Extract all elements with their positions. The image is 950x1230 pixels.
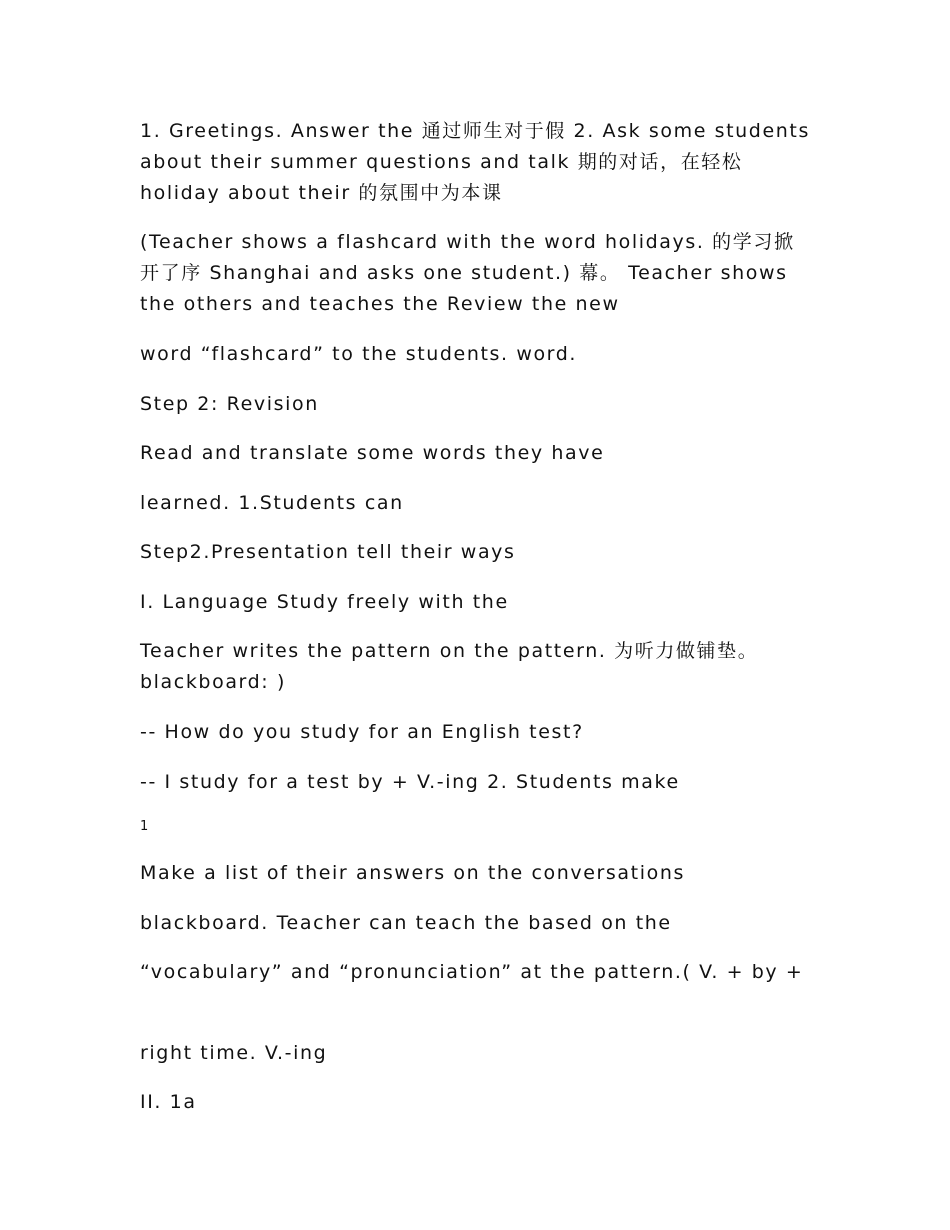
paragraph-word: word “flashcard” to the students. word.	[140, 343, 578, 365]
paragraph-vocabulary: “vocabulary” and “pronunciation” at the pattern.( V. + by +	[140, 961, 804, 983]
paragraph-flashcard: (Teacher shows a flashcard with the word holidays. 的学习掀开了序 Shanghai and asks one student.) 幕。 Teacher shows the others and teaches the Review the new	[140, 231, 795, 315]
paragraph-make-list: Make a list of their answers on the conversations	[140, 862, 685, 884]
paragraph-read-translate: Read and translate some words they have	[140, 442, 605, 464]
heading-step-2-revision: Step 2: Revision	[140, 393, 319, 415]
heading-language-study: I. Language Study freely with the	[140, 591, 509, 613]
paragraph-teacher-writes: Teacher writes the pattern on the pattern. 为听力做铺垫。 blackboard: )	[140, 640, 759, 693]
paragraph-right-time: right time. V.-ing	[140, 1042, 328, 1064]
paragraph-greetings: 1. Greetings. Answer the 通过师生对于假 2. Ask some students about their summer questions and talk 期的对话，在轻松 holiday about their 的氛围中为本课	[140, 120, 810, 204]
heading-ii-1a: II. 1a	[140, 1091, 197, 1113]
paragraph-learned: learned. 1.Students can	[140, 492, 404, 514]
heading-step2-presentation: Step2.Presentation tell their ways	[140, 541, 516, 563]
paragraph-blackboard: blackboard. Teacher can teach the based on the	[140, 912, 672, 934]
paragraph-answer-pattern: -- I study for a test by + V.-ing 2. Students make	[140, 771, 680, 793]
page-number: 1	[140, 819, 149, 834]
paragraph-question: -- How do you study for an English test?	[140, 721, 584, 743]
